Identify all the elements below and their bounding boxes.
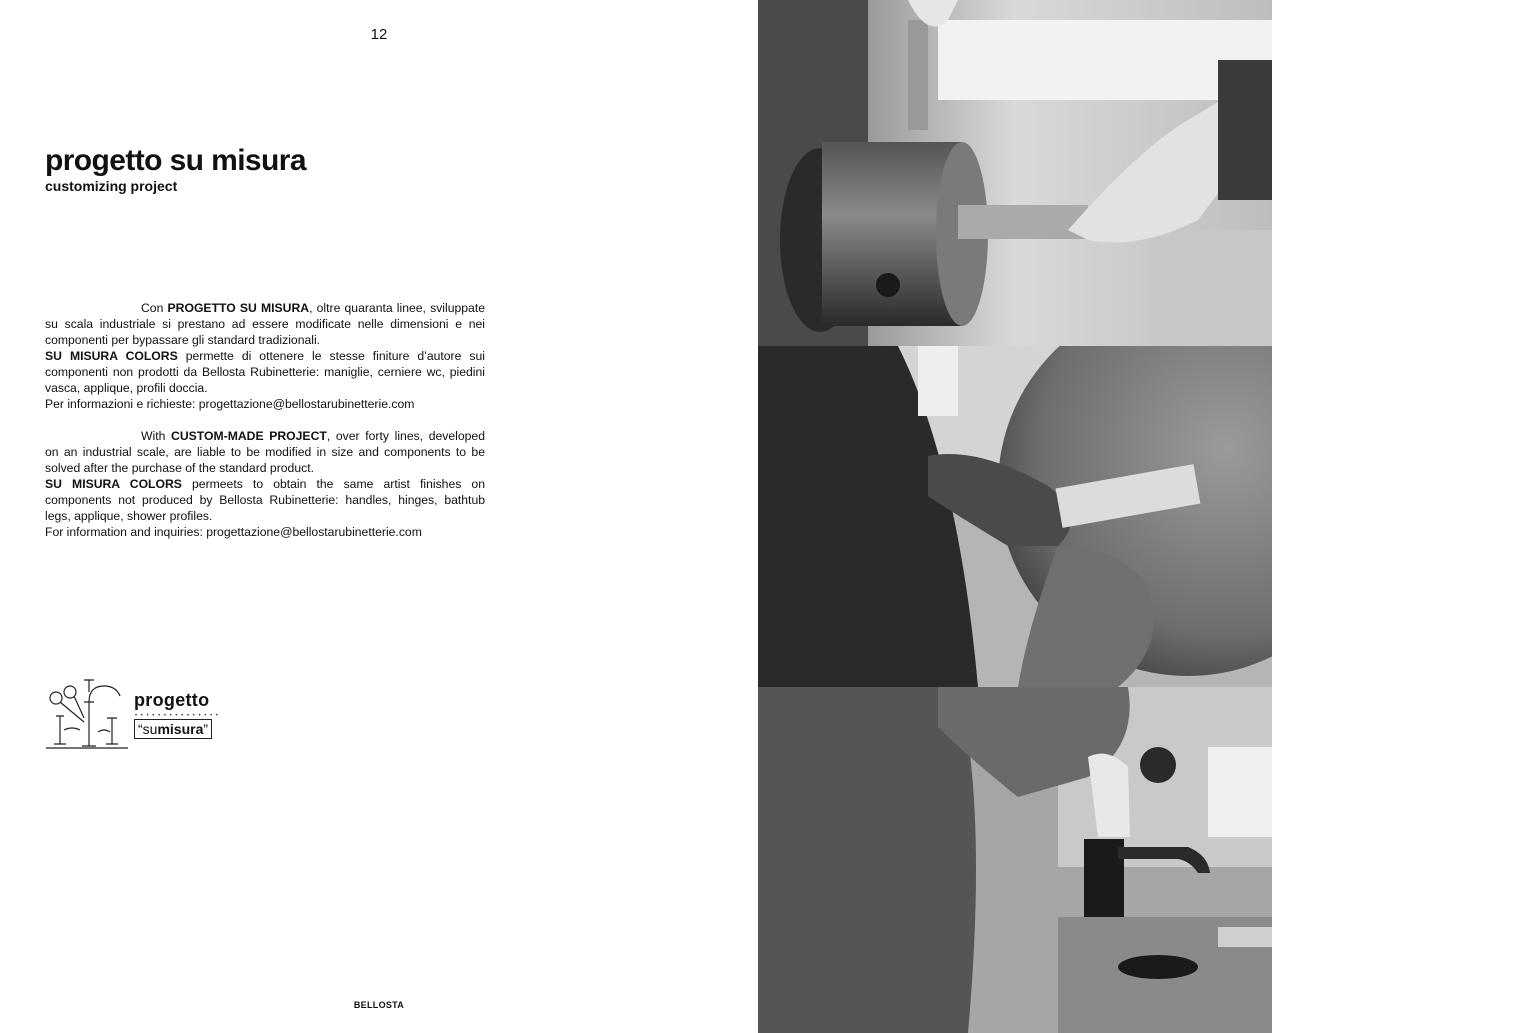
logo-box — [134, 719, 212, 739]
text-bold: SU MISURA COLORS — [45, 349, 178, 363]
text-run: With — [141, 429, 172, 443]
italian-paragraph-3: Per informazioni e richieste: progettazione@bellostarubinetterie.com — [45, 397, 415, 411]
logo-box-prefix: “su — [138, 721, 158, 737]
progetto-su-misura-logo — [44, 672, 234, 752]
english-paragraph-1 — [45, 428, 485, 476]
footer-brand: BELLOSTA — [353, 1000, 405, 1010]
text-run: , oltre quaranta linee, sviluppate su scala industriale si prestano ad essere modificate nelle dimensioni e nei componenti per bypassare gli standard tradizionali. — [45, 301, 485, 347]
text-run: , over forty lines, developed on an industrial scale, are liable to be modified in size and components to be solved after the purchase of the standard product. — [45, 429, 485, 475]
text-run: permette di ottenere le stesse finiture d’autore sui componenti non prodotti da Bellosta Rubinetterie: maniglie, cerniere wc, piedini vasca, applique, profili doccia. — [45, 349, 485, 395]
logo-box-bold: misura — [157, 721, 204, 737]
photo-grinding — [758, 346, 1272, 687]
italian-text — [45, 300, 485, 412]
english-paragraph-3: For information and inquiries: progettazione@bellostarubinetterie.com — [45, 525, 422, 539]
logo-word: progetto — [134, 690, 210, 710]
logo-dotted-rule: • • • • • • • • • • • • • • • — [135, 713, 219, 719]
text-bold: CUSTOM-MADE PROJECT — [171, 429, 327, 443]
english-paragraph-2 — [45, 476, 485, 524]
italian-paragraph-2 — [45, 348, 485, 396]
page-number: 12 — [370, 26, 388, 43]
faucet-sketch-icon — [44, 672, 134, 752]
english-text — [45, 428, 485, 540]
text-run: Con — [141, 301, 168, 315]
photo-polishing — [758, 687, 1272, 1033]
photo-lathe — [758, 0, 1272, 346]
page-title: progetto su misura — [45, 144, 306, 177]
logo-box-suffix: ” — [203, 721, 209, 737]
page-subtitle: customizing project — [45, 178, 178, 194]
text-run: permeets to obtain the same artist finishes on components not produced by Bellosta Rubinetterie: handles, hinges, bathtub legs, applique, shower profiles. — [45, 477, 485, 523]
text-bold: PROGETTO SU MISURA — [167, 301, 310, 315]
text-bold: SU MISURA COLORS — [45, 477, 182, 491]
italian-paragraph-1 — [45, 300, 485, 348]
title-block — [45, 144, 306, 194]
